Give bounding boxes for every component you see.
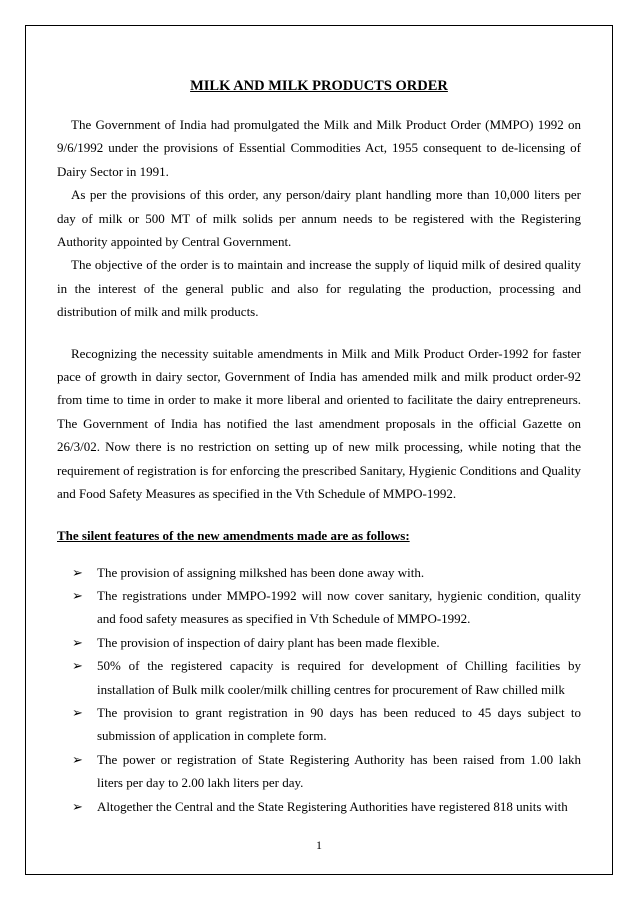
arrow-bullet-icon: ➢ — [72, 704, 83, 720]
list-item-text: The provision of inspection of dairy plant has been made flexible. — [97, 634, 440, 650]
list-item — [57, 561, 581, 584]
list-item — [57, 654, 581, 701]
document-title: MILK AND MILK PRODUCTS ORDER — [190, 78, 448, 94]
features-list — [57, 561, 581, 818]
arrow-bullet-icon: ➢ — [72, 751, 83, 767]
list-item-text: Altogether the Central and the State Registering Authorities have registered 818 units with — [97, 798, 568, 814]
list-item-text: The power or registration of State Registering Authority has been raised from 1.00 lakh liters per day to 2.00 lakh liters per day. — [97, 751, 581, 791]
arrow-bullet-icon: ➢ — [72, 564, 83, 580]
arrow-bullet-icon: ➢ — [72, 798, 83, 814]
paragraph-2: As per the provisions of this order, any person/dairy plant handling more than 10,000 liters per day of milk or 500 MT of milk solids per annum needs to be registered with the Registering Authority appointed by Central Government. — [57, 187, 581, 250]
section-spacer — [57, 506, 581, 524]
list-item — [57, 701, 581, 748]
paragraph-4: Recognizing the necessity suitable amendments in Milk and Milk Product Order-1992 for faster pace of growth in dairy sector, Government of India has amended milk and milk product order-92 from time to time in order to make it more liberal and oriented to facilitate the dairy entrepreneurs. The Government of India has notified the last amendment proposals in the official Gazette on 26/3/02. Now there is no restriction on setting up of new milk processing, while noting that the requirement of registration is for enforcing the prescribed Sanitary, Hygienic Conditions and Quality and Food Safety Measures as specified in the Vth Schedule of MMPO-1992. — [57, 345, 581, 502]
list-item — [57, 795, 581, 818]
page-number: 1 — [316, 838, 322, 852]
paragraph-spacer — [57, 324, 581, 342]
paragraph-1: The Government of India had promulgated the Milk and Milk Product Order (MMPO) 1992 on 9/6/1992 under the provisions of Essential Commodities Act, 1955 consequent to de-licensing of Dairy Sector in 1991. — [57, 117, 581, 179]
paragraph-3: The objective of the order is to maintain and increase the supply of liquid milk of desired quality in the interest of the general public and also for regulating the production, processing and distribution of milk and milk products. — [57, 257, 581, 320]
document-body — [57, 78, 581, 818]
list-item-text: The provision to grant registration in 90 days has been reduced to 45 days subject to submission of application in complete form. — [97, 704, 581, 744]
list-item-text: The registrations under MMPO-1992 will now cover sanitary, hygienic condition, quality and food safety measures as specified in Vth Schedule of MMPO-1992. — [97, 587, 581, 627]
list-item — [57, 748, 581, 795]
arrow-bullet-icon: ➢ — [72, 634, 83, 650]
list-item-text: The provision of assigning milkshed has been done away with. — [97, 564, 425, 580]
list-item — [57, 631, 581, 654]
section-subheading: The silent features of the new amendments made are as follows: — [57, 527, 410, 543]
list-item-text: 50% of the registered capacity is required for development of Chilling facilities by installation of Bulk milk cooler/milk chilling centres for procurement of Raw chilled milk — [97, 658, 581, 697]
arrow-bullet-icon: ➢ — [72, 587, 83, 603]
arrow-bullet-icon: ➢ — [72, 658, 83, 674]
list-item — [57, 584, 581, 631]
